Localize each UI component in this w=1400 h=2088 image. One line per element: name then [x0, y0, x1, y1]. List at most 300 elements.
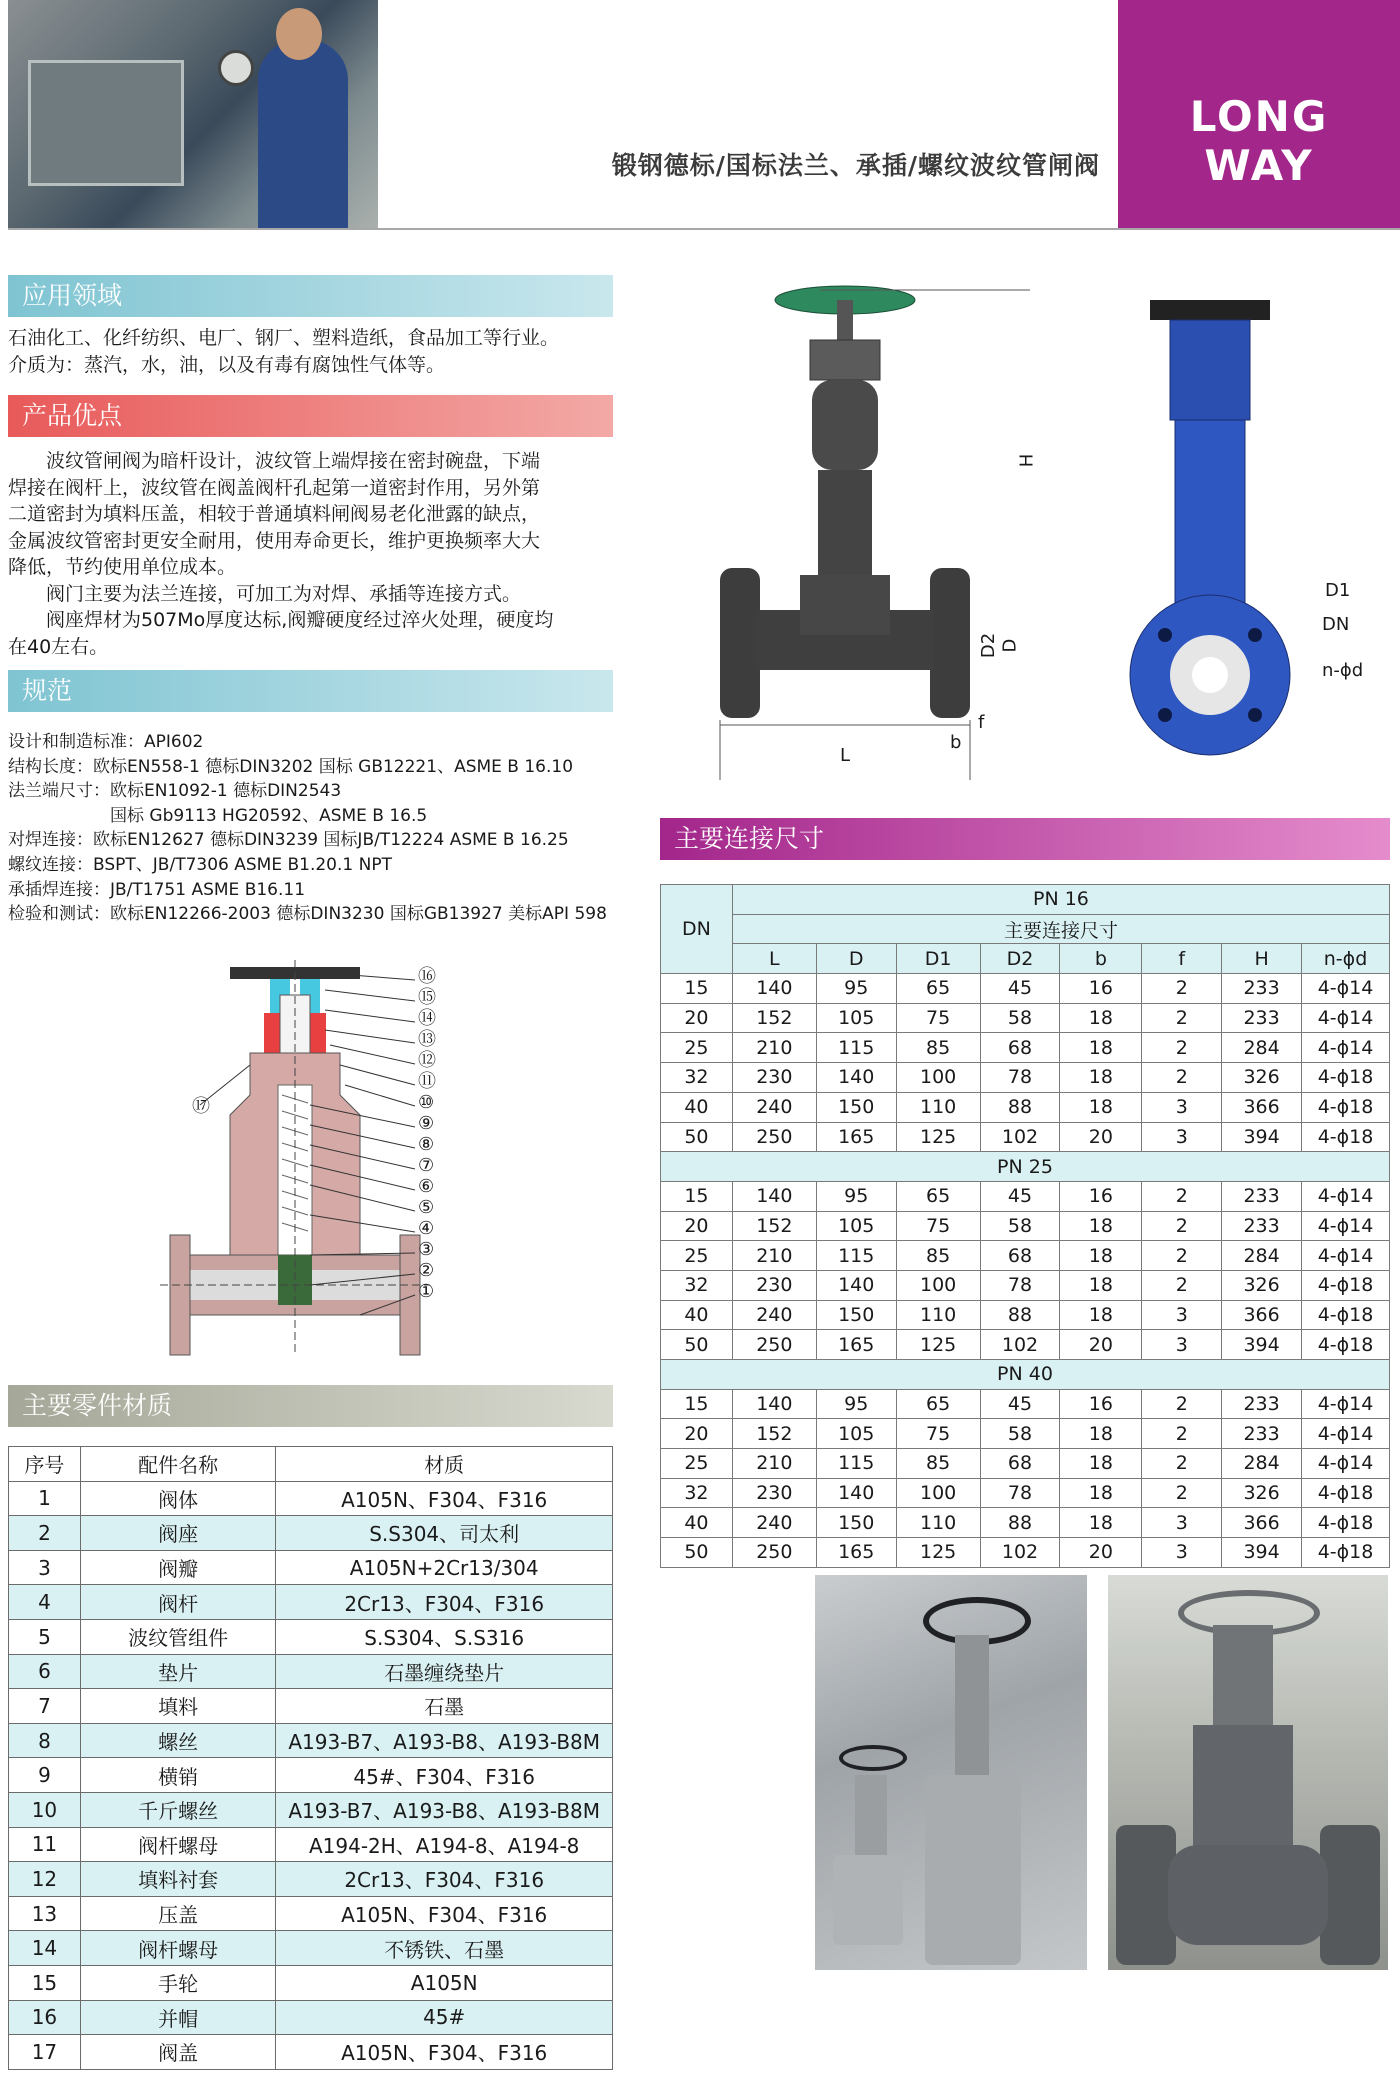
dim-group-row [661, 1360, 1390, 1390]
dim-col-header: D2 [980, 944, 1060, 974]
dim-cell: 152 [732, 1419, 816, 1449]
dim-cell: 32 [661, 1063, 733, 1093]
dim-cell: 115 [816, 1033, 896, 1063]
dim-cell: 85 [896, 1033, 980, 1063]
dim-cell: 3 [1142, 1300, 1222, 1330]
callout-number: ⑰ [192, 1096, 210, 1117]
page-title: 锻钢德标/国标法兰、承插/螺纹波纹管闸阀 [611, 151, 1100, 180]
dim-col-dn: DN [661, 885, 733, 974]
part-name: 并帽 [80, 2000, 276, 2035]
dim-cell: 18 [1060, 1063, 1142, 1093]
part-number: 2 [9, 1516, 81, 1551]
dim-cell: 18 [1060, 1270, 1142, 1300]
standards-line: 法兰端尺寸：欧标EN1092-1 德标DIN2543 [8, 781, 342, 802]
callout-number: ⑧ [418, 1134, 435, 1155]
dim-cell: 115 [816, 1449, 896, 1479]
part-name: 手轮 [80, 1965, 276, 2000]
dim-cell: 78 [980, 1270, 1060, 1300]
dim-cell: 284 [1222, 1033, 1302, 1063]
dim-row [661, 1003, 1390, 1033]
dim-cell: 250 [732, 1122, 816, 1152]
dim-cell: 16 [1060, 1389, 1142, 1419]
dim-cell: 2 [1142, 1419, 1222, 1449]
dim-cell: 125 [896, 1538, 980, 1568]
part-material: 45# [276, 2000, 613, 2035]
dim-cell: 40 [661, 1508, 733, 1538]
dim-cell: 4-ϕ14 [1302, 1033, 1390, 1063]
dim-cell: 4-ϕ14 [1302, 1003, 1390, 1033]
dim-cell: 20 [1060, 1538, 1142, 1568]
parts-row [9, 1585, 613, 1620]
dim-cell: 2 [1142, 1270, 1222, 1300]
dim-cell: 326 [1222, 1063, 1302, 1093]
dim-row [661, 1241, 1390, 1271]
parts-row [9, 1619, 613, 1654]
part-material: S.S304、司太利 [276, 1516, 613, 1551]
dim-cell: 58 [980, 1003, 1060, 1033]
part-number: 14 [9, 1931, 81, 1966]
parts-col-header: 配件名称 [80, 1447, 276, 1482]
part-number: 5 [9, 1619, 81, 1654]
dim-label-D2: D2 [978, 632, 1000, 659]
dim-cell: 68 [980, 1241, 1060, 1271]
advantages-text [8, 448, 628, 660]
dim-cell: 75 [896, 1003, 980, 1033]
dim-col-header: H [1222, 944, 1302, 974]
dim-cell: 240 [732, 1092, 816, 1122]
header-divider [8, 228, 1400, 230]
dim-cell: 4-ϕ18 [1302, 1508, 1390, 1538]
parts-row [9, 1896, 613, 1931]
dim-cell: 65 [896, 1181, 980, 1211]
dim-cell: 65 [896, 974, 980, 1004]
part-name: 压盖 [80, 1896, 276, 1931]
dim-cell: 25 [661, 1033, 733, 1063]
dim-cell: 140 [816, 1063, 896, 1093]
advantages-line: 焊接在阀杆上，波纹管在阀盖阀杆孔起第一道密封作用，另外第 [8, 476, 541, 499]
dim-cell: 2 [1142, 1063, 1222, 1093]
dim-subheader-row [661, 914, 1390, 944]
standards-line: 结构长度：欧标EN558-1 德标DIN3202 国标 GB12221、ASME B 16.10 [8, 756, 574, 777]
dim-cell: 4-ϕ18 [1302, 1270, 1390, 1300]
part-material: 2Cr13、F304、F316 [276, 1862, 613, 1897]
dim-cell: 210 [732, 1449, 816, 1479]
part-name: 阀杆 [80, 1585, 276, 1620]
callout-number: ⑦ [418, 1155, 435, 1176]
dim-cell: 326 [1222, 1478, 1302, 1508]
dim-cell: 15 [661, 1181, 733, 1211]
dim-cell: 140 [732, 1181, 816, 1211]
dim-row [661, 1508, 1390, 1538]
part-name: 阀体 [80, 1481, 276, 1516]
dim-cell: 40 [661, 1092, 733, 1122]
callout-number: ③ [418, 1239, 435, 1260]
callout-number: ⑨ [418, 1113, 435, 1134]
dim-cell: 18 [1060, 1419, 1142, 1449]
dim-cell: 100 [896, 1063, 980, 1093]
dim-cell: 16 [1060, 974, 1142, 1004]
dim-cell: 150 [816, 1300, 896, 1330]
dim-cell: 20 [1060, 1122, 1142, 1152]
parts-row [9, 1550, 613, 1585]
callout-number: ⑮ [418, 987, 436, 1008]
dim-cell: 25 [661, 1241, 733, 1271]
parts-row [9, 1758, 613, 1793]
dim-cell: 58 [980, 1419, 1060, 1449]
part-name: 填料衬套 [80, 1862, 276, 1897]
dim-cell: 165 [816, 1330, 896, 1360]
dim-cell: 20 [661, 1419, 733, 1449]
dim-label-H: H [1016, 453, 1038, 468]
dim-cell: 233 [1222, 1389, 1302, 1419]
parts-row [9, 2035, 613, 2070]
dim-cell: 45 [980, 1389, 1060, 1419]
dim-cell: 105 [816, 1211, 896, 1241]
dim-row [661, 1211, 1390, 1241]
dim-cell: 20 [661, 1003, 733, 1033]
parts-row [9, 1862, 613, 1897]
dim-cell: 32 [661, 1270, 733, 1300]
dim-cell: 102 [980, 1538, 1060, 1568]
dim-cell: 102 [980, 1122, 1060, 1152]
dim-cell: 4-ϕ18 [1302, 1330, 1390, 1360]
dim-cell: 85 [896, 1241, 980, 1271]
standards-text [8, 730, 638, 927]
dim-cell: 32 [661, 1478, 733, 1508]
dim-group-row [661, 885, 1390, 915]
application-heading: 应用领域 [8, 275, 613, 317]
dim-col-header: D [816, 944, 896, 974]
dim-label-D: D [999, 638, 1021, 653]
parts-row [9, 1931, 613, 1966]
dim-row [661, 1063, 1390, 1093]
part-name: 螺丝 [80, 1723, 276, 1758]
parts-row [9, 1827, 613, 1862]
dim-cell: 18 [1060, 1033, 1142, 1063]
parts-col-header: 材质 [276, 1447, 613, 1482]
dim-col-header: n-ϕd [1302, 944, 1390, 974]
part-material: A105N、F304、F316 [276, 1896, 613, 1931]
dim-row [661, 1330, 1390, 1360]
product-photo-2 [1108, 1575, 1388, 1970]
part-name: 阀瓣 [80, 1550, 276, 1585]
callout-number: ⑤ [418, 1197, 435, 1218]
callout-number: ⑪ [418, 1071, 436, 1092]
dim-cell: 15 [661, 1389, 733, 1419]
dim-cell: 233 [1222, 1211, 1302, 1241]
dim-cell: 125 [896, 1330, 980, 1360]
dim-cell: 230 [732, 1063, 816, 1093]
part-name: 阀盖 [80, 2035, 276, 2070]
dim-cell: 284 [1222, 1241, 1302, 1271]
callout-number: ⑬ [418, 1029, 436, 1050]
part-number: 16 [9, 2000, 81, 2035]
dim-cell: 88 [980, 1508, 1060, 1538]
part-material: 不锈铁、石墨 [276, 1931, 613, 1966]
dim-group-name: PN 25 [661, 1152, 1390, 1182]
part-number: 8 [9, 1723, 81, 1758]
parts-row [9, 1792, 613, 1827]
dim-cell: 115 [816, 1241, 896, 1271]
dim-group-name: PN 16 [732, 885, 1389, 915]
part-name: 阀杆螺母 [80, 1931, 276, 1966]
parts-row [9, 1689, 613, 1724]
dim-row [661, 1033, 1390, 1063]
callout-list [418, 966, 436, 1302]
part-name: 千斤螺丝 [80, 1792, 276, 1827]
dim-cell: 2 [1142, 1478, 1222, 1508]
part-material: A105N、F304、F316 [276, 1481, 613, 1516]
dim-cell: 50 [661, 1330, 733, 1360]
part-material: A193-B7、A193-B8、A193-B8M [276, 1723, 613, 1758]
standards-line: 设计和制造标准：API602 [8, 732, 204, 752]
dim-cell: 165 [816, 1122, 896, 1152]
callout-number: ⑥ [418, 1176, 435, 1197]
dim-cell: 18 [1060, 1300, 1142, 1330]
part-material: A105N、F304、F316 [276, 2035, 613, 2070]
dim-cell: 15 [661, 974, 733, 1004]
valve-front-drawing [700, 280, 1030, 780]
standards-line: 检验和测试：欧标EN12266-2003 德标DIN3230 国标GB13927 美标API 598 [8, 904, 607, 925]
product-photo-1 [815, 1575, 1087, 1970]
dim-cell: 78 [980, 1063, 1060, 1093]
dim-cell: 240 [732, 1508, 816, 1538]
dim-cell: 2 [1142, 1181, 1222, 1211]
dim-cell: 4-ϕ18 [1302, 1478, 1390, 1508]
dim-row [661, 1300, 1390, 1330]
dim-cell: 95 [816, 974, 896, 1004]
parts-heading: 主要零件材质 [8, 1385, 613, 1427]
part-number: 7 [9, 1689, 81, 1724]
part-material: 45#、F304、F316 [276, 1758, 613, 1793]
dim-cell: 100 [896, 1478, 980, 1508]
header-photo [8, 0, 378, 228]
dim-row [661, 1389, 1390, 1419]
dim-row [661, 1122, 1390, 1152]
dim-cell: 366 [1222, 1508, 1302, 1538]
dim-columns-row [661, 944, 1390, 974]
dim-cell: 250 [732, 1538, 816, 1568]
part-number: 6 [9, 1654, 81, 1689]
parts-table [8, 1446, 613, 2070]
dim-cell: 45 [980, 974, 1060, 1004]
dim-cell: 58 [980, 1211, 1060, 1241]
dim-cell: 210 [732, 1241, 816, 1271]
parts-row [9, 1516, 613, 1551]
part-number: 11 [9, 1827, 81, 1862]
dim-cell: 100 [896, 1270, 980, 1300]
part-material: A105N+2Cr13/304 [276, 1550, 613, 1585]
dim-cell: 3 [1142, 1092, 1222, 1122]
dim-label-D1: D1 [1325, 580, 1351, 601]
dim-col-header: b [1060, 944, 1142, 974]
dim-cell: 68 [980, 1033, 1060, 1063]
dimensions-table [660, 884, 1390, 1568]
callout-number: ⑭ [418, 1008, 436, 1029]
dim-label-nd: n-ϕd [1322, 660, 1364, 681]
dim-cell: 110 [896, 1508, 980, 1538]
advantages-line: 阀门主要为法兰连接，可加工为对焊、承插等连接方式。 [8, 582, 522, 605]
part-number: 17 [9, 2035, 81, 2070]
part-number: 15 [9, 1965, 81, 2000]
part-number: 9 [9, 1758, 81, 1793]
part-name: 垫片 [80, 1654, 276, 1689]
dim-group-name: PN 40 [661, 1360, 1390, 1390]
part-material: 石墨缠绕垫片 [276, 1654, 613, 1689]
part-number: 13 [9, 1896, 81, 1931]
dim-cell: 18 [1060, 1508, 1142, 1538]
dim-cell: 152 [732, 1003, 816, 1033]
dim-cell: 2 [1142, 1449, 1222, 1479]
part-number: 12 [9, 1862, 81, 1897]
dim-cell: 230 [732, 1478, 816, 1508]
parts-row [9, 2000, 613, 2035]
dim-cell: 4-ϕ18 [1302, 1122, 1390, 1152]
standards-line: 承插焊连接：JB/T1751 ASME B16.11 [8, 879, 306, 900]
dim-cell: 233 [1222, 974, 1302, 1004]
dim-cell: 4-ϕ18 [1302, 1092, 1390, 1122]
dim-label-DN: DN [1322, 614, 1350, 635]
dim-row [661, 1449, 1390, 1479]
parts-row [9, 1481, 613, 1516]
advantages-line: 金属波纹管密封更安全耐用，使用寿命更长，维护更换频率大大 [8, 529, 541, 552]
dim-cell: 25 [661, 1449, 733, 1479]
callout-number: ② [418, 1260, 435, 1281]
dim-cell: 240 [732, 1300, 816, 1330]
application-line: 介质为：蒸汽，水，油，以及有毒有腐蚀性气体等。 [8, 353, 446, 376]
dim-cell: 250 [732, 1330, 816, 1360]
part-material: A105N [276, 1965, 613, 2000]
standards-line: 螺纹连接：BSPT、JB/T7306 ASME B1.20.1 NPT [8, 854, 392, 875]
dim-cell: 284 [1222, 1449, 1302, 1479]
brand-block [1118, 0, 1400, 228]
dim-cell: 95 [816, 1389, 896, 1419]
dim-cell: 150 [816, 1092, 896, 1122]
dim-cell: 2 [1142, 1389, 1222, 1419]
dim-cell: 105 [816, 1003, 896, 1033]
dim-label-b: b [950, 732, 962, 753]
advantages-line: 在40左右。 [8, 635, 109, 658]
dim-cell: 4-ϕ14 [1302, 1241, 1390, 1271]
dim-cell: 394 [1222, 1538, 1302, 1568]
dim-row [661, 974, 1390, 1004]
dim-cell: 4-ϕ14 [1302, 1211, 1390, 1241]
dim-col-header: D1 [896, 944, 980, 974]
dim-cell: 50 [661, 1122, 733, 1152]
dim-cell: 50 [661, 1538, 733, 1568]
dim-cell: 3 [1142, 1122, 1222, 1152]
dim-cell: 68 [980, 1449, 1060, 1479]
dim-cell: 4-ϕ14 [1302, 1419, 1390, 1449]
dim-cell: 18 [1060, 1478, 1142, 1508]
part-name: 阀杆螺母 [80, 1827, 276, 1862]
part-name: 填料 [80, 1689, 276, 1724]
dim-cell: 2 [1142, 1003, 1222, 1033]
dim-row [661, 1478, 1390, 1508]
dim-cell: 326 [1222, 1270, 1302, 1300]
dim-cell: 75 [896, 1211, 980, 1241]
advantages-line: 二道密封为填料压盖，相较于普通填料闸阀易老化泄露的缺点， [8, 503, 541, 525]
dim-cell: 140 [816, 1270, 896, 1300]
dim-cell: 2 [1142, 1241, 1222, 1271]
dim-row [661, 1092, 1390, 1122]
dim-cell: 4-ϕ14 [1302, 1449, 1390, 1479]
callout-number: ① [418, 1281, 435, 1302]
part-material: A193-B7、A193-B8、A193-B8M [276, 1792, 613, 1827]
dim-cell: 65 [896, 1389, 980, 1419]
dim-cell: 4-ϕ18 [1302, 1300, 1390, 1330]
parts-row [9, 1965, 613, 2000]
dim-cell: 4-ϕ18 [1302, 1063, 1390, 1093]
dim-cell: 230 [732, 1270, 816, 1300]
dim-cell: 75 [896, 1419, 980, 1449]
dim-cell: 102 [980, 1330, 1060, 1360]
callout-number: ④ [418, 1218, 435, 1239]
dim-cell: 110 [896, 1300, 980, 1330]
dim-cell: 105 [816, 1419, 896, 1449]
dim-cell: 40 [661, 1300, 733, 1330]
dim-cell: 18 [1060, 1241, 1142, 1271]
dim-cell: 2 [1142, 1033, 1222, 1063]
part-name: 横销 [80, 1758, 276, 1793]
parts-row [9, 1723, 613, 1758]
standards-heading: 规范 [8, 670, 613, 712]
dim-cell: 4-ϕ18 [1302, 1538, 1390, 1568]
part-number: 1 [9, 1481, 81, 1516]
dim-cell: 20 [1060, 1330, 1142, 1360]
dim-col-header: L [732, 944, 816, 974]
application-text [8, 325, 628, 378]
dim-cell: 125 [896, 1122, 980, 1152]
dim-cell: 110 [896, 1092, 980, 1122]
dim-cell: 88 [980, 1300, 1060, 1330]
dim-cell: 394 [1222, 1330, 1302, 1360]
dim-cell: 45 [980, 1181, 1060, 1211]
advantages-heading: 产品优点 [8, 395, 613, 437]
dim-cell: 152 [732, 1211, 816, 1241]
dim-row [661, 1538, 1390, 1568]
dim-cell: 140 [816, 1478, 896, 1508]
dim-label-L: L [840, 745, 851, 766]
dim-cell: 95 [816, 1181, 896, 1211]
part-number: 4 [9, 1585, 81, 1620]
dim-cell: 85 [896, 1449, 980, 1479]
advantages-line: 降低，节约使用单位成本。 [8, 556, 237, 578]
part-number: 10 [9, 1792, 81, 1827]
parts-row [9, 1654, 613, 1689]
dim-cell: 366 [1222, 1300, 1302, 1330]
brand-name: LONG WAY [1189, 92, 1329, 190]
dim-cell: 366 [1222, 1092, 1302, 1122]
dim-cell: 140 [732, 974, 816, 1004]
part-name: 阀座 [80, 1516, 276, 1551]
advantages-line: 波纹管闸阀为暗杆设计，波纹管上端焊接在密封碗盘，下端 [8, 450, 541, 472]
dim-row [661, 1419, 1390, 1449]
dim-cell: 16 [1060, 1181, 1142, 1211]
dim-cell: 233 [1222, 1003, 1302, 1033]
parts-col-header: 序号 [9, 1447, 81, 1482]
part-material: 2Cr13、F304、F316 [276, 1585, 613, 1620]
standards-line: 国标 Gb9113 HG20592、ASME B 16.5 [8, 805, 428, 826]
dim-cell: 18 [1060, 1211, 1142, 1241]
dim-row [661, 1270, 1390, 1300]
dim-label-f: f [978, 712, 985, 733]
part-material: S.S304、S.S316 [276, 1619, 613, 1654]
part-material: 石墨 [276, 1689, 613, 1724]
dim-cell: 210 [732, 1033, 816, 1063]
dim-group-row [661, 1152, 1390, 1182]
part-number: 3 [9, 1550, 81, 1585]
